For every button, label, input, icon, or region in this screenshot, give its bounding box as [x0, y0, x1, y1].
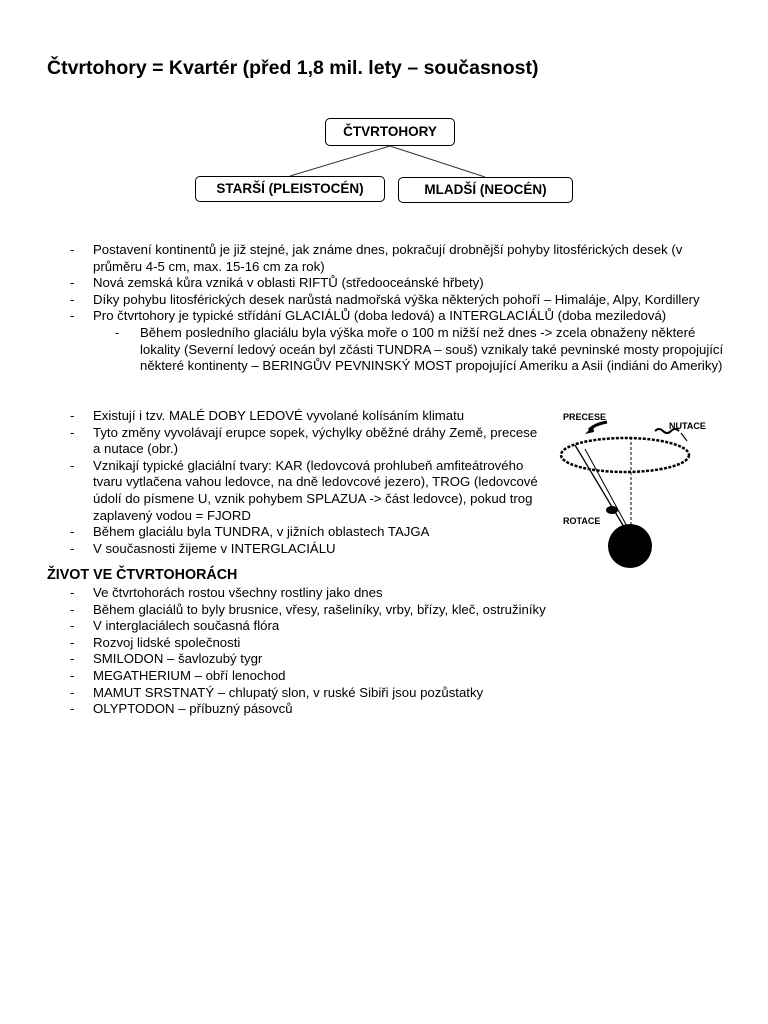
bullet-dash: - [70, 667, 75, 683]
list-item-text: Ve čtvrtohorách rostou všechny rostliny jako dnes [93, 585, 383, 600]
list-item-text: Pro čtvrtohory je typické střídání GLACIÁLŮ (doba ledová) a INTERGLACIÁLŮ (doba meziledová) [93, 308, 667, 324]
life-bullet-list [48, 585, 728, 718]
list-item-text: Během posledního glaciálu byla výška moře o 100 m nižší než dnes -> zcela obnaženy některé lokality (Severní ledový oceán byl zčásti TUNDRA – souš) vznikaly také pevninské mosty propojující některé kontinenty – BERINGŮV PEVNINSKÝ MOST propojující Ameriku a Asii (indiáni do Ameriky) [140, 324, 724, 374]
sub-bullet-list [93, 325, 728, 375]
list-item [48, 308, 728, 374]
list-item-text: Nová zemská kůra vzniká v oblasti RIFTŮ (středooceánské hřbety) [93, 275, 484, 291]
bullet-dash: - [70, 618, 75, 634]
precession-arrowhead-icon [585, 426, 594, 434]
list-item [48, 585, 728, 602]
list-item-text: Vznikají typické glaciální tvary: KAR (ledovcová prohlubeň amfiteátrového tvaru vytlačena vahou ledovce, na dně ledovcové jezero), TROG (ledovcové údolí do písmene U, vznik pohybem SPLAZUA -> část ledovce), pokud trog zaplavený vodou = FJORD [93, 457, 538, 523]
bullet-dash: - [70, 424, 75, 440]
diagram-neocene-box: MLADŠÍ (NEOCÉN) [398, 177, 573, 203]
bullet-dash: - [70, 308, 75, 324]
nutation-leader-line [681, 433, 687, 441]
bullet-dash: - [70, 242, 75, 257]
main-bullet-list [48, 242, 728, 375]
bullet-dash: - [70, 291, 75, 307]
list-item [48, 408, 538, 425]
list-item-text: MEGATHERIUM – obří lenochod [93, 667, 286, 683]
sub-list-item [93, 325, 728, 375]
bullet-dash: - [70, 275, 75, 291]
diagram-root-box: ČTVRTOHORY [325, 118, 455, 146]
label-precese: PRECESE [563, 412, 607, 422]
list-item [48, 701, 728, 718]
label-nutace: NUTACE [669, 421, 706, 431]
list-item-text: Díky pohybu litosférických desek narůstá nadmořská výška některých pohoří – Himaláje, Alpy, Kordillery [93, 291, 700, 307]
label-rotace: ROTACE [563, 516, 601, 526]
list-item [48, 292, 728, 309]
precession-nutation-figure [555, 405, 720, 575]
list-item [48, 635, 728, 652]
bullet-dash: - [70, 684, 75, 700]
list-item [48, 651, 728, 668]
bullet-dash: - [70, 585, 75, 600]
list-item [48, 425, 538, 458]
list-item [48, 524, 538, 541]
connector-left [290, 146, 390, 176]
list-item-text: MAMUT SRSTNATÝ – chlupatý slon, v ruské Sibiři jsou pozůstatky [93, 684, 484, 700]
bullet-dash: - [70, 701, 75, 717]
bullet-dash: - [70, 408, 75, 423]
climate-bullet-list [48, 408, 538, 557]
bullet-dash: - [70, 457, 75, 473]
list-item-text: SMILODON – šavlozubý tygr [93, 651, 263, 667]
page-title: Čtvrtohory = Kvartér (před 1,8 mil. lety – současnost) [47, 57, 539, 79]
diagram-pleistocene-box: STARŠÍ (PLEISTOCÉN) [195, 176, 385, 202]
list-item [48, 685, 728, 702]
earth-globe-icon [608, 524, 652, 568]
list-item-text: Existují i tzv. MALÉ DOBY LEDOVÉ vyvolané kolísáním klimatu [93, 408, 465, 423]
list-item [48, 541, 538, 558]
rotation-arrow-icon [606, 506, 618, 514]
list-item [48, 602, 728, 619]
list-item-text: Rozvoj lidské společnosti [93, 634, 241, 650]
precession-orbit-ellipse [561, 438, 689, 472]
bullet-dash: - [70, 601, 75, 617]
bullet-dash: - [70, 524, 75, 540]
list-item-text: Během glaciálu byla TUNDRA, v jižních oblastech TAJGA [93, 524, 430, 540]
list-item-text: V současnosti žijeme v INTERGLACIÁLU [93, 540, 336, 556]
list-item-text: Během glaciálů to byly brusnice, vřesy, rašeliníky, vrby, břízy, kleč, ostružiníky [93, 601, 546, 617]
bullet-dash: - [70, 634, 75, 650]
connector-right [390, 146, 485, 177]
bullet-dash: - [70, 540, 75, 556]
list-item-text: Postavení kontinentů je již stejné, jak známe dnes, pokračují drobnější pohyby litosférických desek (v průměru 4-5 cm, max. 15-16 cm za rok) [93, 242, 683, 274]
list-item-text: OLYPTODON – příbuzný pásovců [93, 701, 293, 717]
list-item-text: V interglaciálech současná flóra [93, 618, 280, 634]
bullet-dash: - [70, 651, 75, 667]
list-item [48, 275, 728, 292]
list-item [48, 668, 728, 685]
list-item [48, 242, 728, 275]
bullet-dash: - [115, 324, 120, 340]
list-item [48, 618, 728, 635]
section-heading-life: ŽIVOT VE ČTVRTOHORÁCH [47, 567, 238, 583]
list-item-text: Tyto změny vyvolávají erupce sopek, výchylky oběžné dráhy Země, precese a nutace (obr.) [93, 424, 538, 457]
list-item [48, 458, 538, 524]
